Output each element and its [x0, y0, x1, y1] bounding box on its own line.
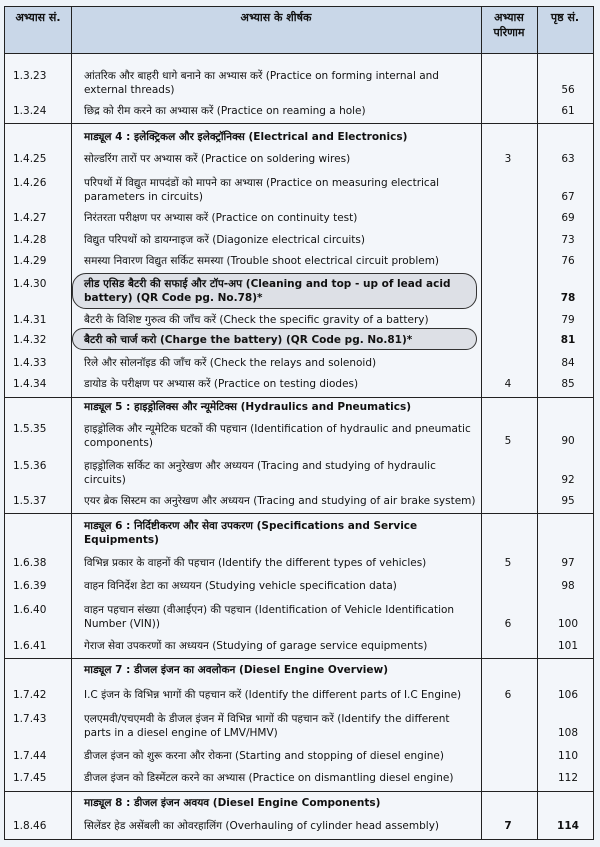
exercise-number: 1.4.31	[13, 314, 47, 326]
page-number: 61	[561, 105, 575, 117]
page-number: 92	[561, 474, 575, 486]
learning-outcome: 5	[504, 557, 512, 569]
exercise-number: 1.6.41	[13, 640, 47, 652]
exercise-number: 1.6.40	[13, 604, 47, 616]
page-number: 97	[561, 557, 575, 569]
page-number: 98	[561, 580, 575, 592]
section-divider	[5, 513, 593, 514]
header-page-no: पृष्ठ सं.	[550, 11, 580, 24]
page-number: 79	[561, 314, 575, 326]
exercise-title: विद्युत परिपथों को डायग्नाइज करें (Diagonize electrical circuits)	[84, 234, 365, 246]
exercise-title: डीजल इंजन को डिस्मेंटल करने का अभ्यास (Practice on dismantling diesel engine)	[84, 772, 454, 784]
exercise-title: डीजल इंजन को शुरू करना और रोकना (Starting and stopping of diesel engine)	[84, 750, 444, 762]
module-heading: माड्यूल 8 : डीजल इंजन अवयव (Diesel Engine Components)	[84, 797, 381, 809]
page-number: 81	[560, 334, 576, 346]
page-number: 101	[557, 640, 579, 652]
section-divider	[5, 791, 593, 792]
section-divider	[5, 397, 593, 398]
module-heading: माड्यूल 6 : निर्दिष्टीकरण और सेवा उपकरण (Specifications and Service Equipments)	[84, 520, 418, 546]
learning-outcome: 5	[504, 435, 512, 447]
column-divider	[481, 7, 482, 839]
page-number: 90	[561, 435, 575, 447]
header-exercise-no: अभ्यास सं.	[15, 11, 61, 24]
page-number: 69	[561, 212, 575, 224]
exercise-number: 1.4.33	[13, 357, 47, 369]
page-number: 63	[561, 153, 575, 165]
exercise-number: 1.4.28	[13, 234, 47, 246]
column-divider	[537, 7, 538, 839]
section-divider	[5, 658, 593, 659]
exercise-number: 1.7.45	[13, 772, 47, 784]
exercise-title: एयर ब्रेक सिस्टम का अनुरेखण और अध्ययन (Tracing and studying of air brake system)	[84, 495, 476, 507]
exercise-title: एलएमवी/एचएमवी के डीजल इंजन में विभिन्न भागों की पहचान करें (Identify the different parts in a diesel engine of LMV/HMV)	[84, 713, 450, 739]
page-number: 56	[561, 84, 575, 96]
page-number: 108	[557, 727, 579, 739]
exercise-number: 1.7.42	[13, 689, 47, 701]
header-exercise-title: अभ्यास के शीर्षक	[240, 11, 312, 24]
learning-outcome: 4	[504, 378, 512, 390]
exercise-title: हाइड्रोलिक सर्किट का अनुरेखण और अध्ययन (Tracing and studying of hydraulic circuits)	[84, 460, 436, 486]
learning-outcome: 6	[504, 689, 512, 701]
header-result-line1: अभ्यास	[494, 11, 524, 24]
exercise-title: हाइड्रोलिक और न्यूमेटिक घटकों की पहचान (Identification of hydraulic and pneumatic components)	[84, 423, 471, 449]
exercise-number: 1.4.30	[13, 278, 47, 290]
exercise-title: बैटरी को चार्ज करो (Charge the battery) (QR Code pg. No.81)*	[84, 334, 413, 346]
header-learning-outcome	[481, 7, 537, 53]
exercise-number: 1.5.35	[13, 423, 47, 435]
exercise-title: समस्या निवारण विद्युत सर्किट समस्या (Trouble shoot electrical circuit problem)	[84, 255, 440, 267]
page-number: 67	[561, 191, 575, 203]
exercise-number: 1.7.43	[13, 713, 47, 725]
learning-outcome: 6	[504, 618, 512, 630]
page-number: 112	[557, 772, 579, 784]
page-number: 85	[561, 378, 575, 390]
exercise-number: 1.4.34	[13, 378, 47, 390]
exercise-title: आंतरिक और बाहरी धागे बनाने का अभ्यास करें (Practice on forming internal and external threads)	[84, 70, 439, 96]
table-of-contents	[4, 6, 594, 840]
page-number: 73	[561, 234, 575, 246]
exercise-title: सोल्डरिंग तारों पर अभ्यास करें (Practice on soldering wires)	[84, 153, 351, 165]
exercise-number: 1.3.24	[13, 105, 47, 117]
page-number: 106	[557, 689, 579, 701]
page-number: 76	[561, 255, 575, 267]
table-header	[5, 7, 593, 54]
exercise-title: डायोड के परीक्षण पर अभ्यास करें (Practice on testing diodes)	[84, 378, 359, 390]
header-result-line2: परिणाम	[493, 26, 525, 39]
module-heading: माड्यूल 7 : डीजल इंजन का अवलोकन (Diesel Engine Overview)	[84, 664, 389, 676]
exercise-title: परिपथों में विद्युत मापदंडों को मापने का अभ्यास (Practice on measuring electrical parameters in circuits)	[84, 177, 440, 203]
exercise-number: 1.6.39	[13, 580, 47, 592]
learning-outcome: 3	[504, 153, 512, 165]
exercise-title: बैटरी के विशिष्ट गुरुत्व की जाँच करें (Check the specific gravity of a battery)	[84, 314, 429, 326]
exercise-number: 1.4.26	[13, 177, 47, 189]
exercise-title: रिले और सोलनॉइड की जाँच करें (Check the relays and solenoid)	[84, 357, 377, 369]
exercise-title: I.C इंजन के विभिन्न भागों की पहचान करें (Identify the different parts of I.C Engine)	[84, 689, 462, 701]
exercise-title: गेराज सेवा उपकरणों का अध्ययन (Studying of garage service equipments)	[84, 640, 428, 652]
exercise-number: 1.4.25	[13, 153, 47, 165]
exercise-title: वाहन विनिर्देश डेटा का अध्ययन (Studying vehicle specification data)	[84, 580, 397, 592]
exercise-title: विभिन्न प्रकार के वाहनों की पहचान (Identify the different types of vehicles)	[84, 557, 427, 569]
exercise-number: 1.6.38	[13, 557, 47, 569]
exercise-number: 1.5.36	[13, 460, 47, 472]
page-number: 100	[557, 618, 579, 630]
exercise-title: छिद्र को रीम करने का अभ्यास करें (Practice on reaming a hole)	[84, 105, 366, 117]
exercise-number: 1.3.23	[13, 70, 47, 82]
page-number: 78	[560, 292, 576, 304]
exercise-title: वाहन पहचान संख्या (वीआईएन) की पहचान (Identification of Vehicle Identification Number (VIN))	[84, 604, 455, 630]
exercise-number: 1.4.27	[13, 212, 47, 224]
page-number: 95	[561, 495, 575, 507]
module-heading: माड्यूल 4 : इलेक्ट्रिकल और इलेक्ट्रॉनिक्स (Electrical and Electronics)	[84, 131, 408, 143]
exercise-number: 1.8.46	[13, 820, 47, 832]
exercise-number: 1.5.37	[13, 495, 47, 507]
exercise-title: सिलेंडर हेड असेंबली का ओवरहालिंग (Overhauling of cylinder head assembly)	[84, 820, 440, 832]
module-heading: माड्यूल 5 : हाइड्रोलिक्स और न्यूमेटिक्स (Hydraulics and Pneumatics)	[84, 401, 412, 413]
section-divider	[5, 123, 593, 124]
exercise-title: निरंतरता परीक्षण पर अभ्यास करें (Practice on continuity test)	[84, 212, 358, 224]
exercise-number: 1.4.32	[13, 334, 47, 346]
exercise-number: 1.4.29	[13, 255, 47, 267]
page-number: 84	[561, 357, 575, 369]
learning-outcome: 7	[504, 820, 512, 832]
exercise-title: लीड एसिड बैटरी की सफाई और टॉप-अप (Cleaning and top - up of lead acid battery) (QR Code pg. No.78)*	[84, 278, 451, 304]
exercise-number: 1.7.44	[13, 750, 47, 762]
page-number: 114	[557, 820, 579, 832]
page-number: 110	[557, 750, 579, 762]
